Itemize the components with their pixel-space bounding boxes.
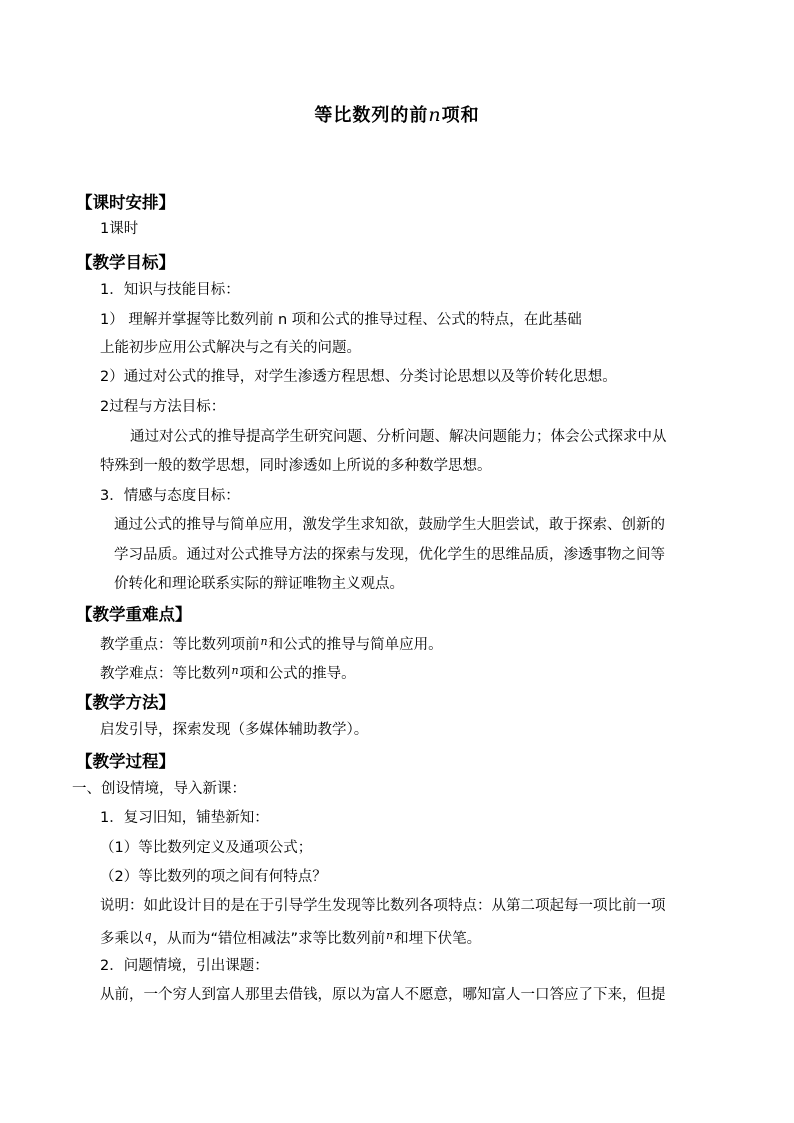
variable-n: n: [231, 664, 239, 677]
process-line: 2．问题情境，引出课题：: [100, 958, 269, 974]
process-line: 1．复习旧知，铺垫新知：: [100, 810, 269, 826]
process-text: 多乘以: [100, 931, 144, 947]
heading-process: 【教学过程】: [76, 752, 175, 771]
key-point-line: [100, 632, 443, 655]
heading-key-points: 【教学重难点】: [76, 605, 192, 624]
difficulty-text: 项和公式的推导。: [239, 666, 356, 682]
objective-line: 通过对公式的推导提高学生研究问题、分析问题、解决问题能力；体会公式探求中从: [130, 429, 667, 445]
objective-line: 1） 理解并掌握等比数列前 n 项和公式的推导过程、公式的特点，在此基础: [100, 312, 582, 328]
objective-line: 2）通过对公式的推导，对学生渗透方程思想、分类讨论思想以及等价转化思想。: [100, 369, 617, 385]
process-line: 从前，一个穷人到富人那里去借钱，原以为富人不愿意，哪知富人一口答应了下来，但提: [100, 987, 666, 1003]
heading-objectives: 【教学目标】: [76, 253, 175, 272]
process-line: （2）等比数列的项之间有何特点？: [100, 869, 327, 885]
process-line: [100, 926, 481, 949]
title-suffix: 项和: [441, 105, 480, 126]
method-line: 启发引导，探索发现（多媒体辅助教学）。: [100, 722, 369, 738]
objective-line: 价转化和理论联系实际的辩证唯物主义观点。: [114, 576, 404, 592]
heading-schedule: 【课时安排】: [76, 193, 175, 212]
key-point-text: 教学重点：等比数列项前: [100, 637, 260, 653]
variable-n: n: [386, 929, 394, 942]
objective-line: 通过公式的推导与简单应用，激发学生求知欲，鼓励学生大胆尝试，敢于探索、创新的: [114, 517, 665, 533]
objective-line: 1．知识与技能目标：: [100, 282, 240, 298]
key-point-text: 和公式的推导与简单应用。: [268, 637, 443, 653]
objective-line: 学习品质。通过对公式推导方法的探索与发现，优化学生的思维品质，渗透事物之间等: [114, 547, 665, 563]
difficulty-line: [100, 661, 356, 684]
title-prefix: 等比数列的前: [314, 105, 429, 126]
document-title: [0, 101, 794, 127]
process-text: ，从而为“错位相减法”求等比数列前: [152, 931, 386, 947]
process-line: 说明：如此设计目的是在于引导学生发现等比数列各项特点：从第二项起每一项比前一项: [100, 898, 666, 914]
heading-method: 【教学方法】: [76, 693, 175, 712]
objective-line: 2过程与方法目标：: [100, 399, 226, 415]
process-line: 一、创设情境，导入新课：: [72, 781, 246, 797]
process-text: 和埋下伏笔。: [394, 931, 482, 947]
objective-line: 特殊到一般的数学思想，同时渗透如上所说的多种数学思想。: [100, 458, 492, 474]
process-line: （1）等比数列定义及通项公式；: [100, 840, 313, 856]
variable-n: n: [260, 635, 268, 648]
objective-line: 3．情感与态度目标：: [100, 488, 240, 504]
title-variable: n: [428, 104, 442, 126]
variable-q: q: [144, 929, 152, 942]
schedule-line: 1课时: [100, 221, 139, 237]
objective-line: 上能初步应用公式解决与之有关的问题。: [100, 340, 361, 356]
difficulty-text: 教学难点：等比数列: [100, 666, 231, 682]
